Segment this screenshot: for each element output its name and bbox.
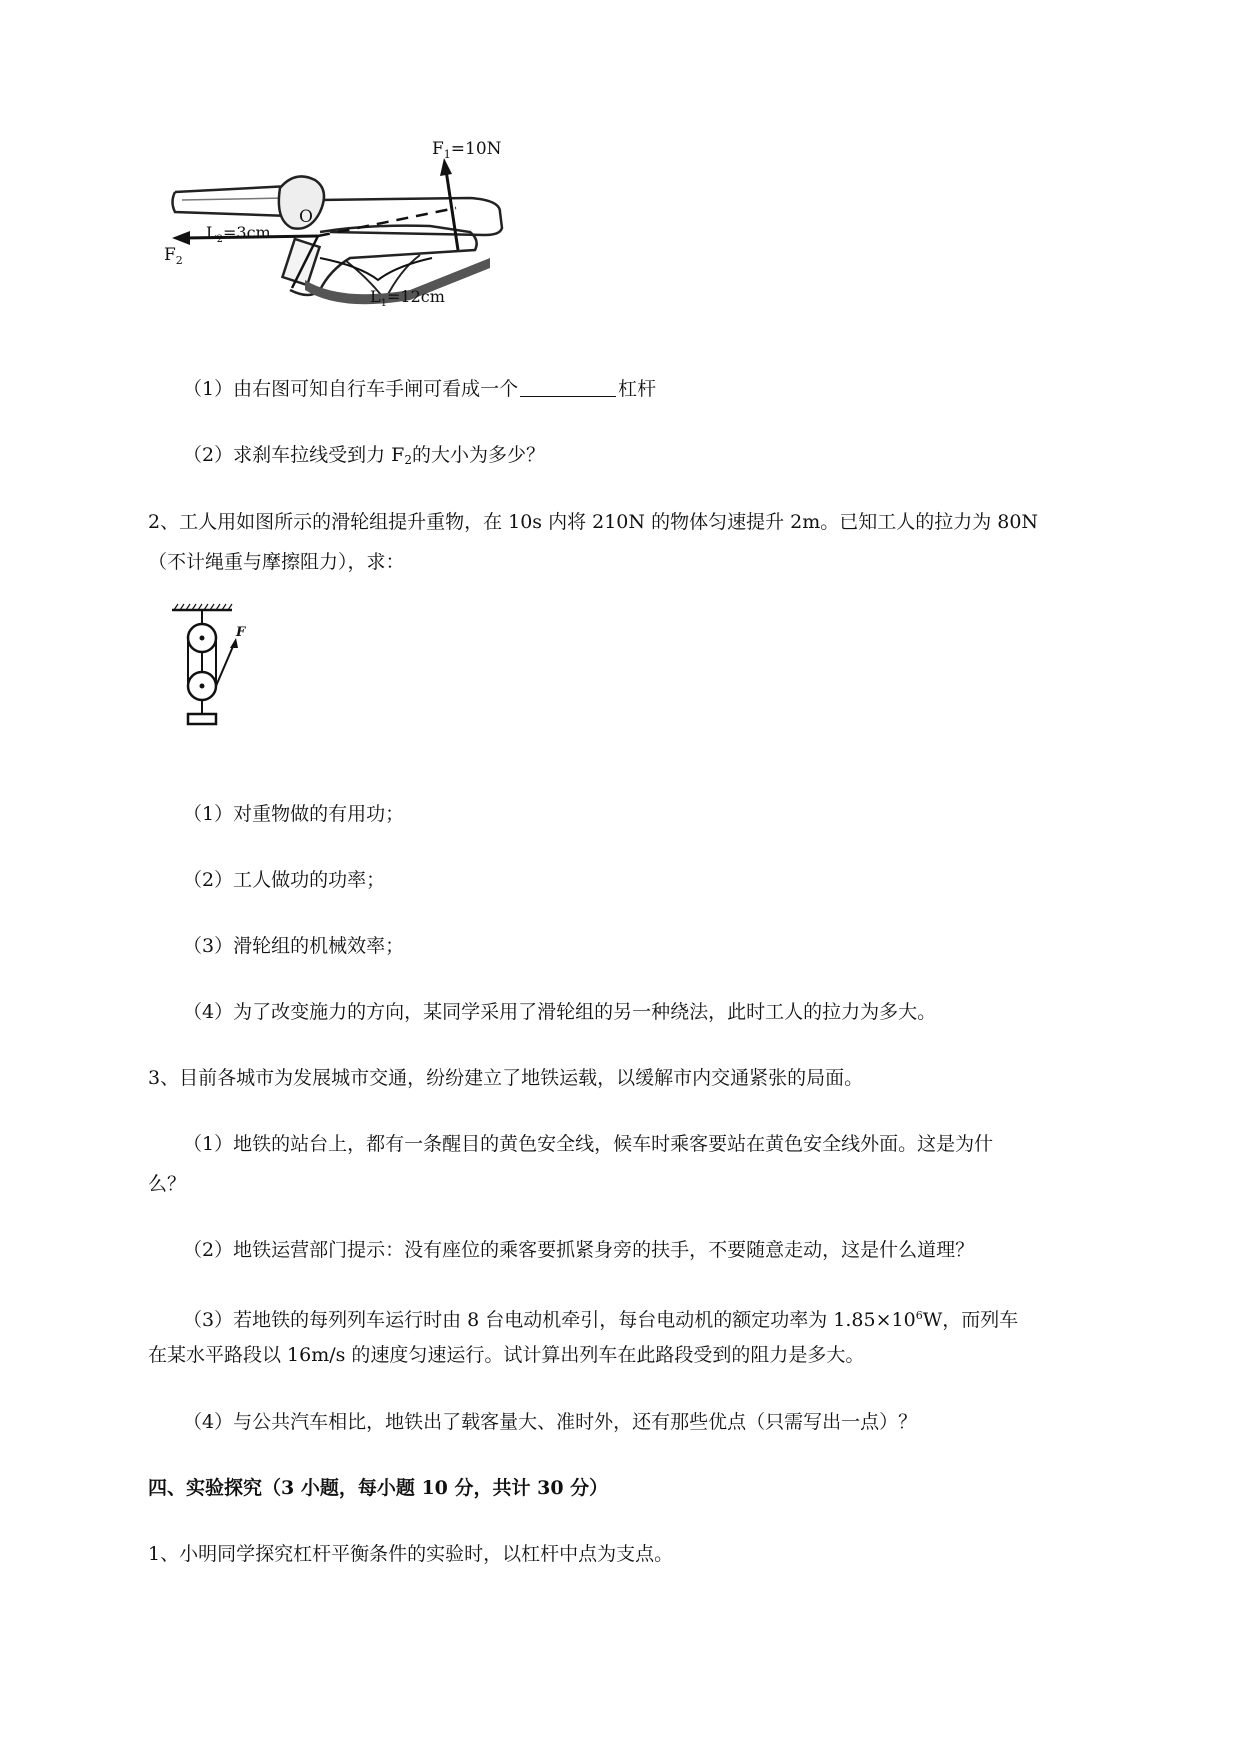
q3-sub1-line2: 么？ — [148, 1173, 187, 1195]
q1-sub2 — [183, 441, 545, 474]
answer-blank[interactable] — [520, 376, 616, 397]
q2-stem-line1: 2、工人用如图所示的滑轮组提升重物，在 10s 内将 210N 的物体匀速提升 2m。已知工人的拉力为 80N — [148, 511, 1039, 533]
q3-sub3-text: （3）若地铁的每列列车运行时由 8 台电动机牵引，每台电动机的额定功率为 1.85×10 — [183, 1309, 916, 1331]
pulley-figure — [168, 602, 258, 732]
s4-q1-stem: 1、小明同学探究杠杆平衡条件的实验时，以杠杆中点为支点。 — [148, 1543, 674, 1565]
q1-sub1-suffix: 杠杆 — [618, 378, 657, 400]
q1-sub2-suffix: 的大小为多少？ — [411, 444, 545, 466]
q1-sub1-text: （1）由右图可知自行车手闸可看成一个 — [183, 378, 519, 400]
l2-label: $L_2=3cm$ — [206, 223, 271, 245]
q1-sub2-subscript: 2 — [404, 453, 412, 467]
q1-sub1 — [183, 375, 656, 403]
f2-label: $F_2$ — [164, 245, 183, 267]
section-heading: 四、实验探究（3 小题，每小题 10 分，共计 30 分） — [148, 1477, 609, 1499]
q2-sub4: （4）为了改变施力的方向，某同学采用了滑轮组的另一种绕法，此时工人的拉力为多大。 — [183, 1001, 937, 1023]
q3-sub3-line1 — [183, 1302, 1018, 1334]
q1-sub2-text: （2）求刹车拉线受到力 F — [183, 444, 405, 466]
q2-stem-line2: （不计绳重与摩擦阻力），求： — [148, 551, 405, 573]
q3-stem: 3、目前各城市为发展城市交通，纷纷建立了地铁运载，以缓解市内交通紧张的局面。 — [148, 1067, 864, 1089]
pivot-o-label: O — [299, 207, 313, 227]
power-exponent: 6 — [915, 1309, 923, 1322]
force-f-label: F — [236, 625, 246, 640]
q2-sub3: （3）滑轮组的机械效率； — [183, 935, 405, 957]
q3-sub4: （4）与公共汽车相比，地铁出了载客量大、准时外，还有那些优点（只需写出一点）？ — [183, 1411, 918, 1433]
q2-sub2: （2）工人做功的功率； — [183, 869, 386, 891]
q3-sub2: （2）地铁运营部门提示：没有座位的乘客要抓紧身旁的扶手，不要随意走动，这是什么道理？ — [183, 1239, 975, 1261]
q3-sub3-line2: 在某水平路段以 16m/s 的速度匀速运行。试计算出列车在此路段受到的阻力是多大。 — [148, 1344, 865, 1366]
q3-sub3-suffix: W，而列车 — [922, 1309, 1019, 1331]
q3-sub1-line1: （1）地铁的站台上，都有一条醒目的黄色安全线，候车时乘客要站在黄色安全线外面。这是为什 — [183, 1133, 994, 1155]
f1-label: $F_1=10N$ — [432, 139, 502, 161]
brake-lever-figure — [164, 139, 570, 340]
l1-label: $L_1=12cm$ — [370, 287, 445, 309]
q2-sub1: （1）对重物做的有用功； — [183, 803, 405, 825]
